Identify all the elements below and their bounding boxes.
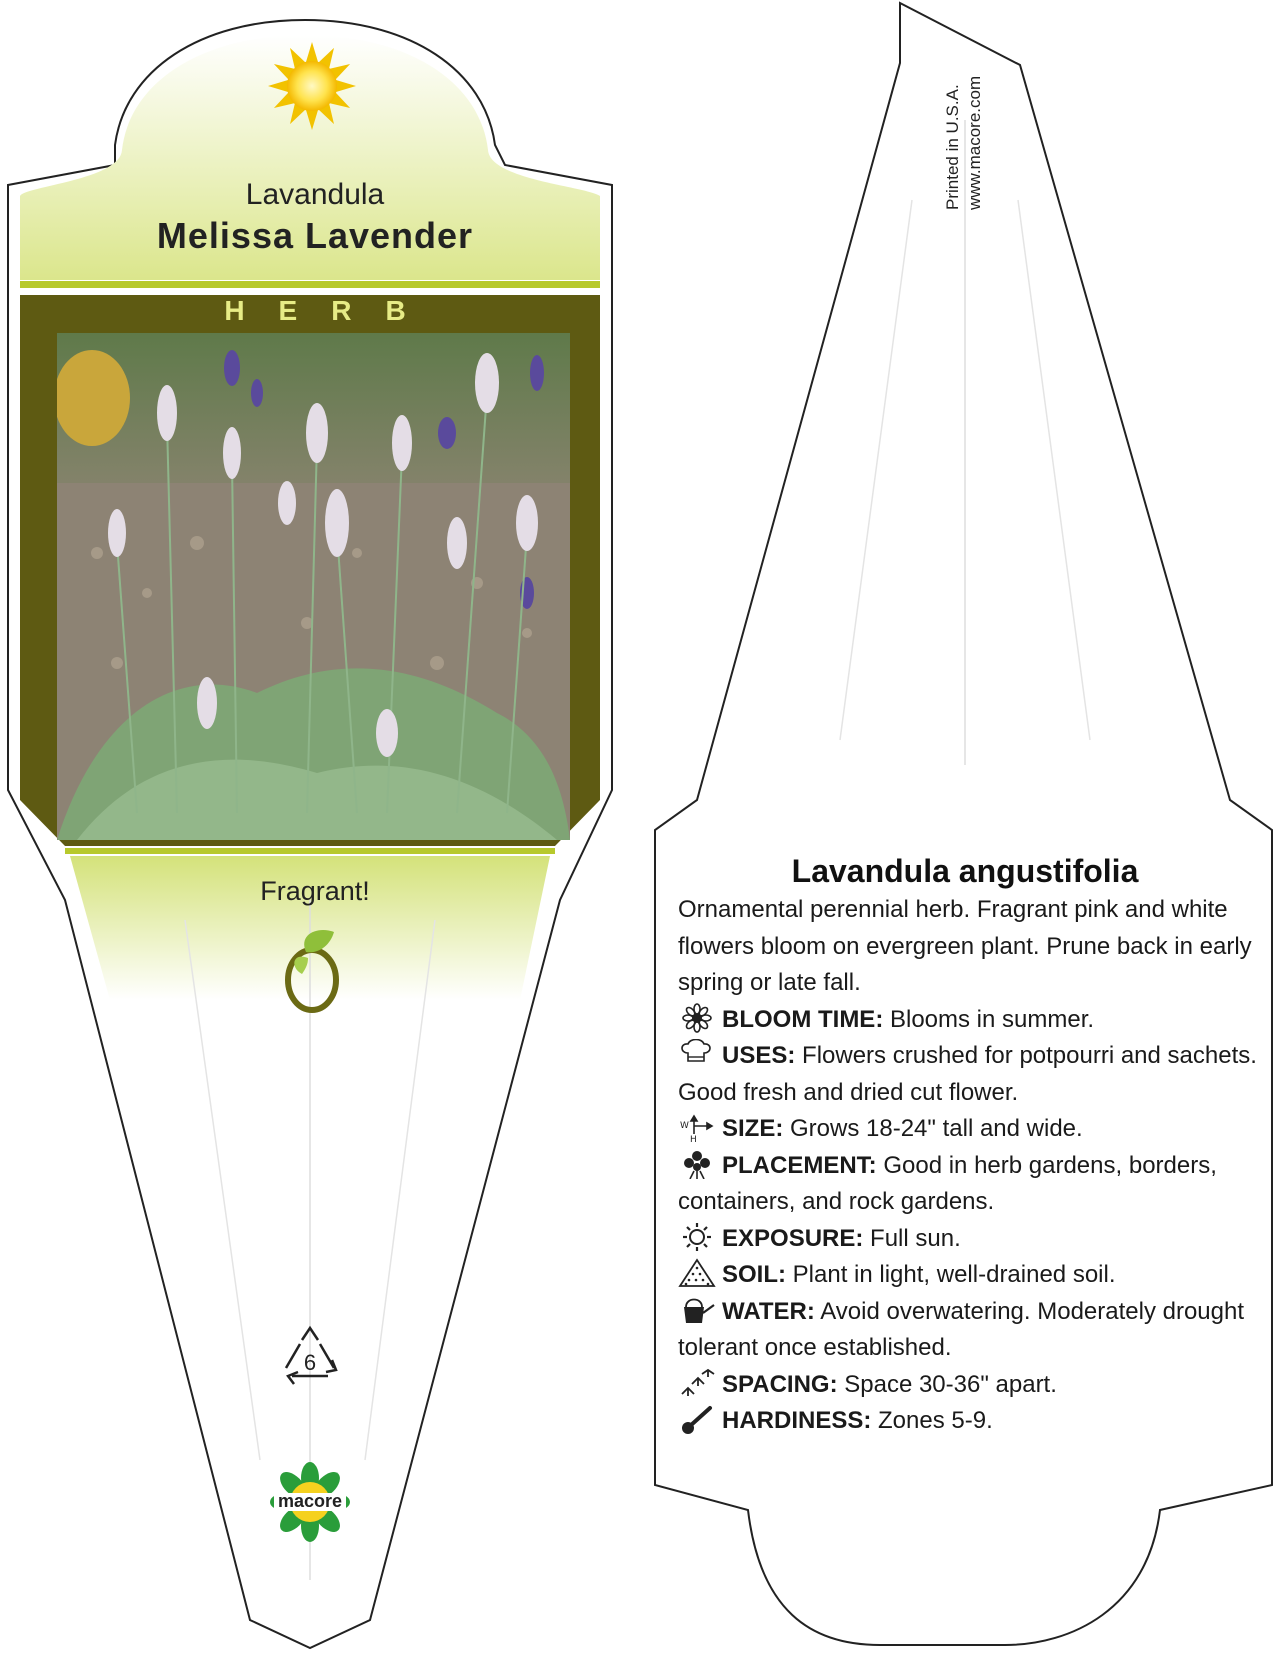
soil-pile-icon xyxy=(678,1258,716,1288)
exposure-label: EXPOSURE: xyxy=(722,1224,864,1252)
attribute-water xyxy=(678,1294,1268,1367)
recycle-number: 6 xyxy=(303,1350,317,1375)
attribute-placement xyxy=(678,1148,1268,1221)
sun-outline-icon xyxy=(678,1222,716,1252)
size-value: Grows 18-24" tall and wide. xyxy=(790,1115,1083,1142)
header-accent-bar xyxy=(20,281,600,288)
size-arrows-icon xyxy=(678,1112,716,1142)
lavender-photo-illustration xyxy=(57,333,570,840)
attribute-soil xyxy=(678,1257,1268,1294)
attribute-hardiness xyxy=(678,1403,1268,1440)
attribute-spacing xyxy=(678,1367,1268,1404)
printer-info xyxy=(942,76,986,210)
brand-name: macore xyxy=(277,1491,343,1511)
thermometer-icon xyxy=(678,1404,716,1434)
water-value: Avoid overwatering. Moderately drought tolerant once established. xyxy=(678,1297,1245,1361)
svg-text:W: W xyxy=(680,1121,689,1131)
spacing-plants-icon xyxy=(678,1368,716,1398)
bloom-time-label: BLOOM TIME: xyxy=(722,1005,884,1033)
plant-description-block xyxy=(678,892,1268,1440)
plant-common-name: Melissa Lavender xyxy=(156,215,474,256)
bloom-time-value: Blooms in summer. xyxy=(889,1005,1095,1033)
placement-flowers-icon xyxy=(678,1149,716,1179)
soil-value: Plant in light, well-drained soil. xyxy=(792,1261,1116,1288)
uses-label: USES: xyxy=(722,1042,796,1069)
plant-genus: Lavandula xyxy=(245,178,385,211)
watering-can-icon xyxy=(678,1295,716,1325)
hardiness-value: Zones 5-9. xyxy=(878,1407,993,1434)
size-label: SIZE: xyxy=(722,1115,784,1142)
attribute-size xyxy=(678,1111,1268,1148)
plant-description: Ornamental perennial herb. Fragrant pink and white flowers bloom on evergreen plant. Prune back in early spring or late fall. xyxy=(678,896,1252,996)
placement-label: PLACEMENT: xyxy=(722,1151,877,1179)
chef-hat-icon xyxy=(678,1039,716,1069)
spacing-label: SPACING: xyxy=(722,1370,838,1398)
plant-photo xyxy=(57,333,570,840)
attribute-uses xyxy=(678,1038,1268,1111)
uses-value: Flowers crushed for potpourri and sachets. Good fresh and dried cut flower. xyxy=(678,1042,1257,1106)
attribute-exposure xyxy=(678,1221,1268,1258)
exposure-value: Full sun. xyxy=(870,1224,961,1252)
hardiness-label: HARDINESS: xyxy=(722,1407,872,1434)
attribute-bloom-time xyxy=(678,1002,1268,1039)
placement-value: Good in herb gardens, borders, containers, and rock gardens. xyxy=(678,1151,1217,1215)
botanical-name: Lavandula angustifolia xyxy=(791,853,1139,889)
soil-label: SOIL: xyxy=(722,1261,786,1288)
printed-in-label: Printed in U.S.A. xyxy=(943,84,962,210)
photo-accent-bar xyxy=(65,848,555,854)
spacing-value: Space 30-36" apart. xyxy=(844,1370,1057,1398)
plant-category: HERB xyxy=(224,295,440,326)
flower-icon xyxy=(678,1003,716,1033)
water-label: WATER: xyxy=(722,1297,815,1325)
svg-text:H: H xyxy=(690,1135,697,1142)
printer-website: www.macore.com xyxy=(965,75,984,210)
plant-tagline: Fragrant! xyxy=(260,876,370,906)
